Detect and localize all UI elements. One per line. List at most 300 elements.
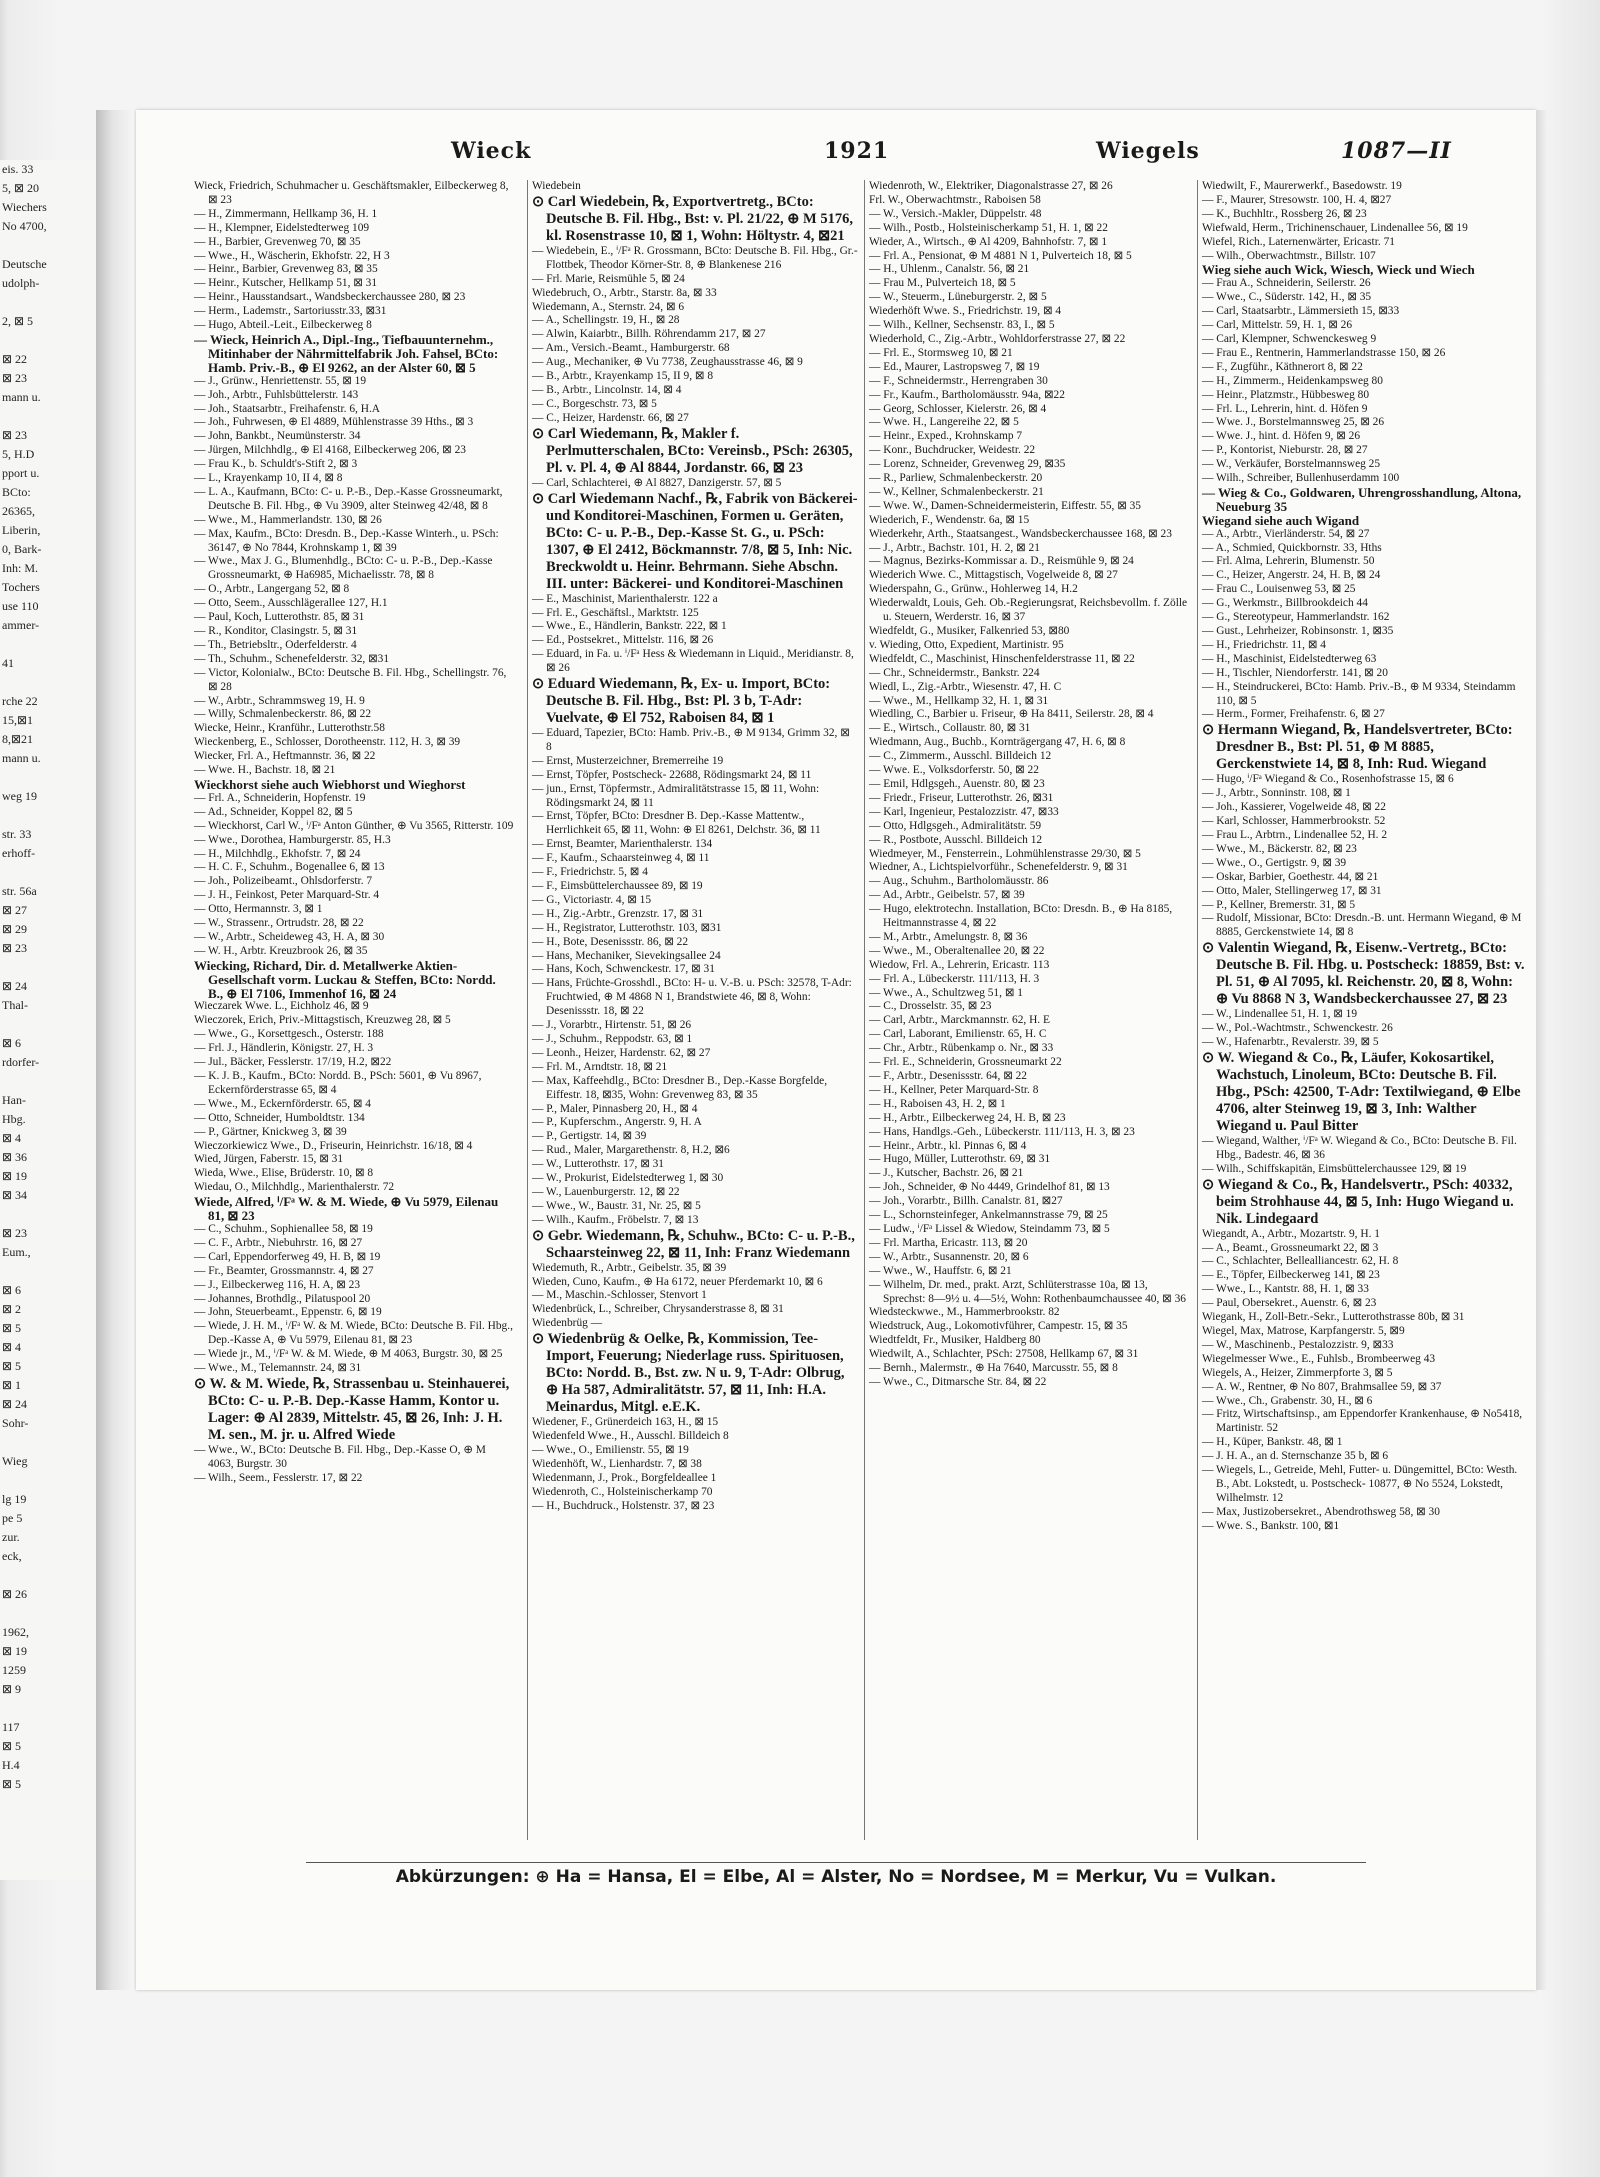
directory-entry: — Wwe., H., Wäscherin, Ekhofstr. 22, H 3 <box>194 249 390 262</box>
directory-entry: — Carl, Laborant, Emilienstr. 65, H. C <box>869 1028 1047 1041</box>
directory-entry: — Eduard, Tapezier, BCto: Hamb. Priv.-B., ⊕ M 9134, Grimm 32, ⊠ 8 <box>532 727 850 753</box>
previous-page-line: Wiechers <box>2 200 47 214</box>
directory-entry: — C., Heizer, Hardenstr. 66, ⊠ 27 <box>532 411 689 424</box>
previous-page-line: ⊠ 6 <box>2 1036 22 1050</box>
directory-entry: — Willy, Schmalenbeckerstr. 86, ⊠ 22 <box>194 708 372 721</box>
previous-page-line: Sohr- <box>2 1416 29 1430</box>
page-number: 1087—II <box>1341 138 1452 164</box>
directory-entry: — John, Steuerbeamt., Eppenstr. 6, ⊠ 19 <box>194 1306 382 1319</box>
previous-page-line <box>0 1699 96 1718</box>
directory-entry: — Wwe., M., Bäckerstr. 82, ⊠ 23 <box>1202 842 1357 855</box>
directory-entry: — A., Beamt., Grossneumarkt 22, ⊠ 3 <box>1202 1241 1379 1254</box>
directory-entry: — W., Verkäufer, Borstelmannsweg 25 <box>1202 458 1381 471</box>
directory-entry: Wiedmeyer, M., Fensterrein., Lohmühlenstrasse 29/30, ⊠ 5 <box>869 847 1141 860</box>
directory-entry: Wiedau, O., Milchhdlg., Marienthalerstr. 72 <box>194 1181 395 1194</box>
previous-page-line <box>0 768 96 787</box>
previous-page-line: ⊠ 24 <box>2 979 28 993</box>
previous-page-line: 5, H.D <box>2 447 35 461</box>
directory-page <box>136 110 1536 1990</box>
previous-page-line: H.4 <box>2 1758 20 1772</box>
directory-entry: — W., Kellner, Schmalenbeckerstr. 21 <box>869 485 1044 498</box>
directory-entry: — M., Arbtr., Amelungstr. 8, ⊠ 36 <box>869 930 1028 943</box>
column-4 <box>1197 180 1527 1840</box>
directory-entry: — A., Schmied, Quickbornstr. 33, Hths <box>1202 541 1382 554</box>
directory-entry: Wieckhorst siehe auch Wiebhorst und Wieghorst <box>194 776 466 792</box>
directory-entry: — Paul, Koch, Lutterothstr. 85, ⊠ 31 <box>194 611 365 624</box>
directory-entry: — H., Milchhdlg., Ekhofstr. 7, ⊠ 24 <box>194 847 361 860</box>
directory-entry: — Bernh., Malermstr., ⊕ Ha 7640, Marcusstr. 55, ⊠ 8 <box>869 1362 1118 1375</box>
directory-entry: — Otto, Hermannstr. 3, ⊠ 1 <box>194 903 323 916</box>
directory-entry: — J., Arbtr., Bachstr. 101, H. 2, ⊠ 21 <box>869 541 1040 554</box>
directory-entry: — H., Tischler, Niendorferstr. 141, ⊠ 20 <box>1202 666 1388 679</box>
directory-entry: — W. H., Arbtr. Kreuzbrook 26, ⊠ 35 <box>194 944 368 957</box>
previous-page-line: 15,⊠1 <box>2 713 34 727</box>
directory-entry: Wiecking, Richard, Dir. d. Metallwerke Aktien-Gesellschaft vorm. Luckau & Steffen, BCto: Nordd. B., ⊕ El 7106, Immenhof 16, ⊠ 24 <box>194 957 496 1001</box>
directory-entry: — Rud., Maler, Margarethenstr. 8, H.2, ⊠6 <box>532 1144 730 1157</box>
directory-entry: — E., Maschinist, Marienthalerstr. 122 a <box>532 592 718 605</box>
directory-entry: — Wwe. S., Bankstr. 100, ⊠1 <box>1202 1519 1340 1532</box>
directory-entry: — F., Kaufm., Schaarsteinweg 4, ⊠ 11 <box>532 852 710 865</box>
directory-entry: — Eduard, in Fa. u. ⁱ/Fᵃ Hess & Wiedemann in Liquid., Meridianstr. 8, ⊠ 26 <box>532 648 854 675</box>
directory-entry: — Wieg & Co., Goldwaren, Uhrengrosshandlung, Altona, Neueburg 35 <box>1202 484 1522 514</box>
directory-entry: — Fr., Kaufm., Bartholomäusstr. 94a, ⊠22 <box>869 388 1065 401</box>
previous-page-line <box>0 673 96 692</box>
directory-entry: — Gust., Lehrheizer, Robinsonstr. 1, ⊠35 <box>1202 625 1394 637</box>
directory-entry: — Th., Schuhm., Schenefelderstr. 32, ⊠31 <box>194 652 390 665</box>
previous-page-line: ⊠ 4 <box>2 1131 22 1145</box>
directory-entry: Wiederspahn, G., Grünw., Hohlerweg 14, H.2 <box>869 583 1078 596</box>
directory-entry: Wied, Jürgen, Faberstr. 15, ⊠ 31 <box>194 1153 344 1166</box>
directory-entry: — L., Schornsteinfeger, Ankelmannstrasse 79, ⊠ 25 <box>869 1209 1108 1222</box>
previous-page-line: ⊠ 34 <box>2 1188 28 1202</box>
directory-entry: — E., Wirtsch., Collaustr. 80, ⊠ 31 <box>869 722 1031 735</box>
previous-page-line: 0, Bark- <box>2 542 42 556</box>
previous-page-line: 2, ⊠ 5 <box>2 314 34 328</box>
directory-entry: — H., Zimmerm., Heidenkampsweg 80 <box>1202 374 1383 387</box>
directory-entry: Wiegand siehe auch Wigand <box>1202 512 1360 528</box>
previous-page-line: mann u. <box>2 390 41 404</box>
directory-entry: — Frau M., Pulverteich 18, ⊠ 5 <box>869 277 1016 290</box>
directory-columns <box>194 180 1524 1840</box>
directory-entry: — P., Gärtner, Knickweg 3, ⊠ 39 <box>194 1125 347 1138</box>
previous-page-line: use 110 <box>2 599 39 613</box>
directory-entry: Wieg siehe auch Wick, Wiesch, Wieck und Wiech <box>1202 262 1475 278</box>
directory-entry: Wieczorkiewicz Wwe., D., Friseurin, Heinrichstr. 16/18, ⊠ 4 <box>194 1139 473 1152</box>
previous-page-line: ⊠ 23 <box>2 428 28 442</box>
directory-entry: — Wwe., L., Kantstr. 88, H. 1, ⊠ 33 <box>1202 1283 1369 1296</box>
directory-entry: — Friedr., Friseur, Lutterothstr. 26, ⊠31 <box>869 791 1054 804</box>
directory-entry: — M., Maschin.-Schlosser, Stenvort 1 <box>532 1289 707 1302</box>
directory-entry: — C., Borgeschstr. 73, ⊠ 5 <box>532 397 657 410</box>
directory-entry: ⊙ Valentin Wiegand, ℞, Eisenw.-Vertretg., BCto: Deutsche B. Fil. Hbg. u. Postscheck: 18859, Bst: v. Pl. 51, ⊕ Al 7095, kl. Reichenstr. 20, ⊠ 8, Wohn: ⊕ Vu 8868 N 3, Wandsbeckerchaussee 27, ⊠ 23 <box>1202 940 1525 1008</box>
directory-entry: — A., Arbtr., Vierländerstr. 54, ⊠ 27 <box>1202 527 1370 540</box>
previous-page-line: Thal- <box>2 998 28 1012</box>
directory-entry: — Georg, Schlosser, Kielerstr. 26, ⊠ 4 <box>869 402 1047 415</box>
directory-entry: — Joh., Schneider, ⊕ No 4449, Grindelhof 81, ⊠ 13 <box>869 1181 1110 1194</box>
previous-page-line: Hbg. <box>2 1112 26 1126</box>
directory-entry: — Frl. M., Arndtstr. 18, ⊠ 21 <box>532 1060 668 1073</box>
directory-entry: — P., Gertigstr. 14, ⊠ 39 <box>532 1130 647 1143</box>
directory-entry: — F., Maurer, Stresowstr. 100, H. 4, ⊠27 <box>1202 193 1392 206</box>
directory-entry: — Wwe., M., Hellkamp 32, H. 1, ⊠ 31 <box>869 694 1049 707</box>
directory-entry: — Wiedebein, E., ⁱ/Fᵃ R. Grossmann, BCto: Deutsche B. Fil. Hbg., Gr.-Flottbek, Theodor Körner-Str. 8, ⊕ Blankenese 216 <box>532 244 858 271</box>
directory-entry: — R., Konditor, Clasingstr. 5, ⊠ 31 <box>194 625 358 637</box>
directory-entry: — P., Maler, Pinnasberg 20, H., ⊠ 4 <box>532 1102 698 1115</box>
previous-page-line: ⊠ 6 <box>2 1283 22 1297</box>
directory-entry: — Herm., Lademstr., Sartoriusstr.33, ⊠31 <box>194 305 387 318</box>
directory-entry: Wiedwilt, F., Maurerwerkf., Basedowstr. 19 <box>1202 180 1402 192</box>
directory-entry: — Wwe., C., Ditmarsche Str. 84, ⊠ 22 <box>869 1375 1047 1388</box>
directory-entry: — Wiegels, L., Getreide, Mehl, Futter- u. Düngemittel, BCto: Westh. B., Abt. Lokstedt, u. Postscheck- 10877, ⊕ No 5524, Lokstedt, Wilhelmstr. 12 <box>1202 1464 1518 1504</box>
directory-entry: — Wwe., M., Eckernförderstr. 65, ⊠ 4 <box>194 1097 371 1110</box>
directory-entry: Wiedow, Frl. A., Lehrerin, Ericastr. 113 <box>869 958 1050 971</box>
directory-entry: — Wwe., G., Korsettgesch., Osterstr. 188 <box>194 1028 384 1041</box>
directory-entry: — P., Kontorist, Nieburstr. 28, ⊠ 27 <box>1202 444 1368 457</box>
directory-entry: Wieck, Friedrich, Schuhmacher u. Geschäftsmakler, Eilbeckerweg 8, ⊠ 23 <box>194 180 509 206</box>
directory-entry: — Wilhelm, Dr. med., prakt. Arzt, Schlüterstrasse 10a, ⊠ 13, Sprechst: 8—9½ u. 4—5½, Wohn: Rothenbaumchaussee 40, ⊠ 36 <box>869 1278 1186 1305</box>
directory-entry: — Victor, Kolonialw., BCto: Deutsche B. Fil. Hbg., Schellingstr. 76, ⊠ 28 <box>194 666 507 693</box>
directory-entry: — Carl, Schlachterei, ⊕ Al 8827, Danzigerstr. 57, ⊠ 5 <box>532 476 782 489</box>
previous-page-line: pe 5 <box>2 1511 23 1525</box>
directory-entry: — W., Versich.-Makler, Düppelstr. 48 <box>869 207 1042 220</box>
previous-page-line: ⊠ 36 <box>2 1150 28 1164</box>
previous-page-line: 1259 <box>2 1663 26 1677</box>
directory-entry: ⊙ Wiedenbrüg & Oelke, ℞, Kommission, Tee-Import, Feuerung; Niederlage russ. Spirituosen, BCto: Nordd. B., Bst. zw. N u. 9, T-Adr: Olbrug, ⊕ Ha 587, Admiralitätstr. 57, ⊠ 11, Inh: H.A. Meinardus, Mitgl. e.E.K. <box>532 1331 845 1416</box>
previous-page-line: ⊠ 19 <box>2 1169 28 1183</box>
directory-entry: — Otto, Maler, Stellingerweg 17, ⊠ 31 <box>1202 884 1382 897</box>
directory-entry: — Wilh., Kellner, Sechsenstr. 83, I., ⊠ 5 <box>869 319 1055 332</box>
directory-entry: — Hugo, ⁱ/Fᵃ Wiegand & Co., Rosenhofstrasse 15, ⊠ 6 <box>1202 773 1454 786</box>
directory-entry: — J., Vorarbtr., Hirtenstr. 51, ⊠ 26 <box>532 1019 692 1032</box>
directory-entry: — Wwe., E., Händlerin, Bankstr. 222, ⊠ 1 <box>532 620 727 633</box>
directory-entry: — K. J. B., Kaufm., BCto: Nordd. B., PSch: 5601, ⊕ Vu 8967, Eckernförderstrasse 65, ⊠ 4 <box>194 1070 482 1096</box>
directory-entry: ⊙ Eduard Wiedemann, ℞, Ex- u. Import, BCto: Deutsche B. Fil. Hbg., Bst: Pl. 3 b, T-Adr: Vuelvate, ⊕ El 752, Raboisen 84, ⊠ 1 <box>532 676 831 727</box>
previous-page-line: ammer- <box>2 618 40 632</box>
directory-entry: — Fritz, Wirtschaftsinsp., am Eppendorfer Krankenhause, ⊕ No5418, Martinistr. 52 <box>1202 1408 1523 1435</box>
directory-entry: Wiederhold, C., Zig.-Arbtr., Wohldorferstrasse 27, ⊠ 22 <box>869 332 1126 345</box>
directory-entry: — Wwe. J., hint. d. Höfen 9, ⊠ 26 <box>1202 430 1361 443</box>
directory-entry: ⊙ W. Wiegand & Co., ℞, Läufer, Kokosartikel, Wachstuch, Linoleum, BCto: Deutsche B. Fil. Hbg., PSch: 42500, T-Adr: Textilwiegand, ⊕ Elbe 4706, alter Steinweg 19, ⊠ 3, Inh: Walther Wiegand u. Paul Bitter <box>1202 1049 1521 1134</box>
directory-entry: — Carl, Arbtr., Marckmannstr. 62, H. E <box>869 1014 1050 1027</box>
directory-entry: — Frau C., Louisenweg 53, ⊠ 25 <box>1202 583 1356 596</box>
previous-page-line <box>0 236 96 255</box>
directory-entry: — Wwe., A., Schultzweg 51, ⊠ 1 <box>869 986 1023 999</box>
directory-entry: — Ad., Schneider, Koppel 82, ⊠ 5 <box>194 805 353 818</box>
directory-entry: — Ernst, Töpfer, Postscheck- 22688, Rödingsmarkt 24, ⊠ 11 <box>532 768 812 781</box>
directory-entry: — L., Krayenkamp 10, II 4, ⊠ 8 <box>194 472 343 485</box>
directory-entry: — W., Prokurist, Eidelstedterweg 1, ⊠ 30 <box>532 1172 724 1185</box>
directory-entry: — Wwe., M., Oberaltenallee 20, ⊠ 22 <box>869 944 1045 957</box>
directory-entry: — Joh., Polizeibeamt., Ohlsdorferstr. 7 <box>194 875 373 888</box>
directory-entry: — Ludw., ⁱ/Fᵃ Lissel & Wiedow, Steindamm 73, ⊠ 5 <box>869 1222 1110 1235</box>
directory-entry: ⊙ Hermann Wiegand, ℞, Handelsvertreter, BCto: Dresdner B., Bst: Pl. 51, ⊕ M 8885, Gerckenstwiete 14, ⊠ 8, Inh: Rud. Wiegand <box>1202 722 1513 773</box>
directory-entry: v. Wieding, Otto, Expedient, Martinistr. 95 <box>869 638 1064 651</box>
directory-entry: — Wieckhorst, Carl W., ⁱ/Fᵃ Anton Günther, ⊕ Vu 3565, Ritterstr. 109 <box>194 819 514 832</box>
directory-entry: — Heinr., Exped., Krohnskamp 7 <box>869 430 1023 443</box>
directory-entry: — Frl. A., Schneiderin, Hopfenstr. 19 <box>194 791 366 804</box>
directory-entry: — Frl. J., Händlerin, Königstr. 27, H. 3 <box>194 1042 374 1055</box>
previous-page-line: Han- <box>2 1093 26 1107</box>
previous-page-line: ⊠ 27 <box>2 903 28 917</box>
directory-entry: — Ernst, Beamter, Marienthalerstr. 134 <box>532 838 713 851</box>
directory-entry: — Wwe. H., Bachstr. 18, ⊠ 21 <box>194 764 336 777</box>
directory-entry: Wiefel, Rich., Laternenwärter, Ericastr. 71 <box>1202 235 1395 248</box>
previous-page-line: udolph- <box>2 276 40 290</box>
directory-entry: — H., Bote, Desenissstr. 86, ⊠ 22 <box>532 935 689 948</box>
directory-entry: — Rudolf, Missionar, BCto: Dresdn.-B. unt. Hermann Wiegand, ⊕ M 8885, Gerckenstwiete 14, ⊠ 8 <box>1202 912 1522 939</box>
previous-page-line: ⊠ 9 <box>2 1682 22 1696</box>
directory-entry: Wiedfeldt, G., Musiker, Falkenried 53, ⊠80 <box>869 625 1070 637</box>
directory-entry: — H., Zig.-Arbtr., Grenzstr. 17, ⊠ 31 <box>532 907 704 920</box>
directory-entry: — H., Kellner, Peter Marquard-Str. 8 <box>869 1083 1039 1096</box>
directory-entry: — W., Lindenallee 51, H. 1, ⊠ 19 <box>1202 1008 1358 1021</box>
directory-entry: — Jul., Bäcker, Fesslerstr. 17/19, H.2, ⊠22 <box>194 1056 392 1069</box>
directory-entry: — J., Arbtr., Sonninstr. 108, ⊠ 1 <box>1202 787 1351 800</box>
abbreviations-footer: Abkürzungen: ⊕ Ha = Hansa, El = Elbe, Al = Alster, No = Nordsee, M = Merkur, Vu = Vulkan. <box>306 1862 1366 1891</box>
previous-page-line <box>0 1471 96 1490</box>
directory-entry: — Wiegand, Walther, ⁱ/Fᵃ W. Wiegand & Co., BCto: Deutsche B. Fil. Hbg., Badestr. 46, ⊠ 36 <box>1202 1134 1517 1161</box>
previous-page-line: ⊠ 26 <box>2 1587 28 1601</box>
directory-entry: — Frau L., Arbtrn., Lindenallee 52, H. 2 <box>1202 828 1388 841</box>
directory-entry: — J. H., Feinkost, Peter Marquard-Str. 4 <box>194 889 380 902</box>
directory-entry: — Wwe., M., Telemannstr. 24, ⊠ 31 <box>194 1362 362 1375</box>
directory-entry: — Wwe., Ch., Grabenstr. 30, H., ⊠ 6 <box>1202 1394 1373 1407</box>
previous-page-line: ⊠ 2 <box>2 1302 22 1316</box>
previous-page-line <box>0 1072 96 1091</box>
directory-entry: — Ad., Arbtr., Geibelstr. 57, ⊠ 39 <box>869 889 1025 902</box>
directory-entry: — Carl, Eppendorferweg 49, H. B, ⊠ 19 <box>194 1250 381 1263</box>
previous-page-line: ⊠ 23 <box>2 941 28 955</box>
directory-entry: — Heinr., Platzmstr., Hübbesweg 80 <box>1202 388 1370 401</box>
directory-entry: — C., Schlachter, Bellealliancestr. 62, H. 8 <box>1202 1255 1399 1268</box>
directory-entry: — O., Arbtr., Langergang 52, ⊠ 8 <box>194 583 350 596</box>
directory-entry: — A. W., Rentner, ⊕ No 807, Brahmsallee 59, ⊠ 37 <box>1202 1380 1442 1393</box>
directory-entry: Wiegank, H., Zoll-Betr.-Sekr., Lutterothstrasse 80b, ⊠ 31 <box>1202 1311 1465 1324</box>
directory-entry: Wiedenfeld Wwe., H., Ausschl. Billdeich 8 <box>532 1430 729 1443</box>
directory-entry: Wiedenhöft, W., Lienhardstr. 7, ⊠ 38 <box>532 1457 702 1470</box>
directory-entry: Wiegels, A., Heizer, Zimmerpforte 3, ⊠ 5 <box>1202 1366 1393 1379</box>
directory-entry: — Hans, Früchte-Grosshdl., BCto: H- u. V.-B. u. PSch: 32578, T-Adr: Fruchtwied, ⊕ M 4868 N 1, Brandstwiete 46, ⊠ 8, Wohn: Desenissstr. 18, ⊠ 22 <box>532 977 852 1018</box>
directory-entry: Wieden, Cuno, Kaufm., ⊕ Ha 6172, neuer Pferdemarkt 10, ⊠ 6 <box>532 1275 823 1288</box>
directory-entry: — H., Friedrichstr. 11, ⊠ 4 <box>1202 638 1326 651</box>
directory-entry: Wiefwald, Herm., Trichinenschauer, Lindenallee 56, ⊠ 19 <box>1202 221 1468 234</box>
directory-entry: — Wilh., Seem., Fesslerstr. 17, ⊠ 22 <box>194 1471 363 1484</box>
directory-entry: — H., Klempner, Eidelstedterweg 109 <box>194 221 370 234</box>
directory-entry: Wiegel, Max, Matrose, Karpfangerstr. 5, ⊠9 <box>1202 1325 1405 1337</box>
directory-entry: Wiedenmann, J., Prok., Borgfeldeallee 1 <box>532 1471 717 1484</box>
previous-page-line: erhoff- <box>2 846 36 860</box>
directory-entry: — H. C. F., Schuhm., Bogenallee 6, ⊠ 13 <box>194 861 385 874</box>
previous-page-line <box>0 1433 96 1452</box>
column-3 <box>864 180 1191 1840</box>
directory-entry: — Th., Betriebsltr., Oderfelderstr. 4 <box>194 638 357 651</box>
directory-entry: — Ed., Postsekret., Mittelstr. 116, ⊠ 26 <box>532 634 714 647</box>
previous-page-line: Liberin, <box>2 523 41 537</box>
directory-entry: ⊙ Carl Wiedebein, ℞, Exportvertretg., BCto: Deutsche B. Fil. Hbg., Bst: v. Pl. 21/22, ⊕ M 5176, kl. Rosenstrasse 10, ⊠ 1, Wohn: Höltystr. 4, ⊠21 <box>532 193 853 244</box>
directory-entry: — Carl, Klempner, Schwenckesweg 9 <box>1202 332 1377 345</box>
directory-entry: Wiedsteckwwe., M., Hammerbrookstr. 82 <box>869 1306 1060 1319</box>
directory-entry: — F., Zugführ., Käthnerort 8, ⊠ 22 <box>1202 360 1363 373</box>
previous-page-line <box>0 863 96 882</box>
directory-entry: — C., Zimmerm., Ausschl. Billdeich 12 <box>869 750 1052 763</box>
previous-page-line <box>0 1262 96 1281</box>
directory-entry: Wiedstruck, Aug., Lokomotivführer, Campestr. 15, ⊠ 35 <box>869 1320 1128 1333</box>
directory-entry: — Herm., Former, Freihafenstr. 6, ⊠ 27 <box>1202 708 1385 721</box>
directory-entry: — Wilh., Schreiber, Bullenhuserdamm 100 <box>1202 472 1400 485</box>
directory-entry: — Max, Kaufm., BCto: Dresdn. B., Dep.-Kasse Winterh., u. PSch: 36147, ⊕ No 7844, Krohnskamp 1, ⊠ 39 <box>194 527 499 554</box>
directory-entry: Wiegelmesser Wwe., E., Fuhlsb., Brombeerweg 43 <box>1202 1352 1436 1365</box>
running-head <box>196 138 1516 178</box>
directory-entry: ⊙ Carl Wiedemann Nachf., ℞, Fabrik von Bäckerei- und Konditorei-Maschinen, Formen u. Geräten, BCto: C- u. P.-B., Dep.-Kasse St. G., u. PSch: 1307, ⊕ El 2412, Böckmannstr. 7/8, ⊠ 5, Inh: Nic. Breckwoldt u. Heinr. Behrmann. Siehe Abschn. III. unter: Bäckerei- und Konditorei-Maschinen <box>532 490 858 592</box>
directory-entry: — H., Arbtr., Eilbeckerweg 24, H. B, ⊠ 23 <box>869 1111 1066 1124</box>
directory-entry: — C., Heizer, Angerstr. 24, H. B, ⊠ 24 <box>1202 569 1381 582</box>
previous-page-line: rche 22 <box>2 694 38 708</box>
directory-entry: Wiederich Wwe. C., Mittagstisch, Vogelweide 8, ⊠ 27 <box>869 569 1118 582</box>
directory-entry: — Wwe., Dorothea, Hamburgerstr. 85, H.3 <box>194 833 391 846</box>
directory-entry: ⊙ W. & M. Wiede, ℞, Strassenbau u. Steinhauerei, BCto: C- u. P.-B. Dep.-Kasse Hamm, Kontor u. Lager: ⊕ Al 2839, Mittelstr. 45, ⊠ 26, Inh: J. H. M. sen., M. jr. u. Alfred Wiede <box>194 1375 510 1443</box>
directory-entry: — Alwin, Kaiarbtr., Billh. Röhrendamm 217, ⊠ 27 <box>532 328 766 341</box>
directory-entry: — Wilh., Schiffskapitän, Eimsbüttelerchaussee 129, ⊠ 19 <box>1202 1162 1467 1175</box>
directory-entry: — W., Arbtr., Scheideweg 43, H. A, ⊠ 30 <box>194 930 385 943</box>
directory-entry: — E., Töpfer, Eilbeckerweg 141, ⊠ 23 <box>1202 1269 1380 1282</box>
previous-page-line: ⊠ 19 <box>2 1644 28 1658</box>
directory-entry: — Wiede, J. H. M., ⁱ/Fᵃ W. & M. Wiede, BCto: Deutsche B. Fil. Hbg., Dep.-Kasse A, ⊕ Vu 5979, Eilenau 81, ⊠ 23 <box>194 1320 513 1347</box>
directory-entry: — Wilh., Postb., Holsteinischerkamp 51, H. 1, ⊠ 22 <box>869 221 1108 234</box>
directory-entry: — G., Werkmstr., Billbrookdeich 44 <box>1202 597 1368 610</box>
previous-page-line: pport u. <box>2 466 40 480</box>
directory-entry: — K., Buchhltr., Rossberg 26, ⊠ 23 <box>1202 207 1367 220</box>
directory-entry: — Wwe. H., Langereihe 22, ⊠ 5 <box>869 416 1019 429</box>
directory-entry: Wiecke, Heinr., Kranführ., Lutterothstr.58 <box>194 722 385 735</box>
directory-entry: — Frl. L., Lehrerin, hint. d. Höfen 9 <box>1202 402 1368 415</box>
directory-entry: — Wilh., Oberwachtmstr., Billstr. 107 <box>1202 249 1376 262</box>
directory-entry: — Chr., Schneidermstr., Bankstr. 224 <box>869 666 1040 679</box>
directory-entry: — Otto, Hdlgsgeh., Admiralitätstr. 59 <box>869 819 1042 832</box>
directory-entry: — G., Victoriastr. 4, ⊠ 15 <box>532 893 652 906</box>
directory-entry: — Leonh., Heizer, Hardenstr. 62, ⊠ 27 <box>532 1046 711 1059</box>
directory-entry: — Frau E., Rentnerin, Hammerlandstrasse 150, ⊠ 26 <box>1202 346 1446 359</box>
previous-page-line: Inh: M. <box>2 561 38 575</box>
running-head-year: 1921 <box>824 138 890 164</box>
directory-entry: Wiedtfeldt, Fr., Musiker, Haldberg 80 <box>869 1334 1041 1347</box>
directory-entry: ⊙ Wiegand & Co., ℞, Handelsvertr., PSch: 40332, beim Strohhause 44, ⊠ 5, Inh: Hugo Wiegand u. Nik. Lindegaard <box>1202 1176 1514 1227</box>
previous-page-line <box>0 1015 96 1034</box>
previous-page-line: ⊠ 5 <box>2 1359 22 1373</box>
directory-entry: — Joh., Staatsarbtr., Freihafenstr. 6, H.A <box>194 402 381 415</box>
previous-page-line <box>0 806 96 825</box>
previous-page-line <box>0 293 96 312</box>
directory-entry: — J., Grünw., Henriettenstr. 55, ⊠ 19 <box>194 374 367 387</box>
previous-page-line: ⊠ 23 <box>2 1226 28 1240</box>
directory-entry: — Karl, Ingenieur, Pestalozzistr. 47, ⊠33 <box>869 805 1059 818</box>
directory-entry: — H., Maschinist, Eidelstedterweg 63 <box>1202 652 1377 665</box>
directory-entry: — Aug., Schuhm., Bartholomäusstr. 86 <box>869 875 1049 888</box>
directory-entry: — J., Schuhm., Reppodstr. 63, ⊠ 1 <box>532 1032 693 1045</box>
directory-entry: — H., Küper, Bankstr. 48, ⊠ 1 <box>1202 1436 1343 1449</box>
directory-entry: — Max, Kaffeehdlg., BCto: Dresdner B., Dep.-Kasse Borgfelde, Eiffestr. 18, ⊠35, Wohn: Grevenweg 83, ⊠ 35 <box>532 1074 828 1101</box>
previous-page-line: str. 56a <box>2 884 37 898</box>
previous-page-line: 26365, <box>2 504 35 518</box>
previous-page-line: Eum., <box>2 1245 31 1259</box>
previous-page-line: str. 33 <box>2 827 32 841</box>
directory-entry: Wiegandt, A., Arbtr., Mozartstr. 9, H. 1 <box>1202 1227 1380 1240</box>
directory-entry: — Wwe. J., Borstelmannsweg 25, ⊠ 26 <box>1202 416 1385 429</box>
directory-entry: — J., Eilbeckerweg 116, H. A, ⊠ 23 <box>194 1278 361 1291</box>
directory-entry: — Oskar, Barbier, Goethestr. 44, ⊠ 21 <box>1202 870 1379 883</box>
directory-entry: — Chr., Arbtr., Rübenkamp o. Nr., ⊠ 33 <box>869 1042 1054 1055</box>
page-edge <box>1536 110 1546 1990</box>
directory-entry: Wiede, Alfred, ⁱ/Fᵃ W. & M. Wiede, ⊕ Vu 5979, Eilenau 81, ⊠ 23 <box>194 1194 499 1224</box>
directory-entry: Wiederhöft Wwe. S., Friedrichstr. 19, ⊠ 4 <box>869 305 1062 318</box>
previous-page-line: mann u. <box>2 751 41 765</box>
column-1 <box>194 180 514 1840</box>
directory-entry: Wieckenberg, E., Schlosser, Dorotheenstr. 112, H. 3, ⊠ 39 <box>194 736 461 749</box>
directory-entry: — W., Steuerm., Lüneburgerstr. 2, ⊠ 5 <box>869 291 1047 304</box>
directory-entry: — W., Lutterothstr. 17, ⊠ 31 <box>532 1158 664 1171</box>
directory-entry: Wiedebein <box>532 180 581 192</box>
directory-entry: — Joh., Arbtr., Fuhlsbüttelerstr. 143 <box>194 388 359 401</box>
directory-entry: Wiedenbrüg — <box>532 1317 603 1330</box>
directory-entry: — B., Arbtr., Lincolnstr. 14, ⊠ 4 <box>532 383 682 396</box>
previous-page-line: Deutsche <box>2 257 47 271</box>
column-2 <box>527 180 858 1840</box>
previous-page-line: ⊠ 4 <box>2 1340 22 1354</box>
directory-entry: — H., Buchdruck., Holstenstr. 37, ⊠ 23 <box>532 1499 715 1512</box>
previous-page-line: eis. 33 <box>2 162 34 176</box>
previous-page-line: Wieg <box>2 1454 28 1468</box>
directory-entry: — A., Schellingstr. 19, H., ⊠ 28 <box>532 314 680 327</box>
directory-entry: Wiedl, L., Zig.-Arbtr., Wiesenstr. 47, H. C <box>869 680 1062 693</box>
directory-entry: — Hugo, Müller, Lutterothstr. 69, ⊠ 31 <box>869 1153 1051 1166</box>
directory-entry: — R., Parliew, Schmalenbeckerstr. 20 <box>869 472 1043 485</box>
previous-page-line: 5, ⊠ 20 <box>2 181 40 195</box>
previous-page-line: 8,⊠21 <box>2 732 34 746</box>
directory-entry: Wiedenroth, W., Elektriker, Diagonalstrasse 27, ⊠ 26 <box>869 180 1113 192</box>
directory-entry: ⊙ Carl Wiedemann, ℞, Makler f. Perlmutterschalen, BCto: Vereinsb., PSch: 26305, Pl. v. Pl. 4, ⊕ Al 8844, Jordanstr. 66, ⊠ 23 <box>532 425 853 476</box>
directory-entry: — P., Kupferschm., Angerstr. 9, H. A <box>532 1116 702 1129</box>
directory-entry: — Emil, Hdlgsgeh., Auenstr. 80, ⊠ 23 <box>869 777 1045 790</box>
directory-entry: — H., Raboisen 43, H. 2, ⊠ 1 <box>869 1097 1006 1110</box>
previous-page-line: ⊠ 5 <box>2 1777 22 1791</box>
directory-entry: — Paul, Obersekret., Auenstr. 6, ⊠ 23 <box>1202 1297 1377 1310</box>
directory-entry: ⊙ Gebr. Wiedemann, ℞, Schuhw., BCto: C- u. P.-B., Schaarsteinweg 22, ⊠ 11, Inh: Franz Wiedemann <box>532 1227 855 1261</box>
directory-entry: — Am., Versich.-Beamt., Hamburgerstr. 68 <box>532 342 730 355</box>
directory-entry: — Aug., Mechaniker, ⊕ Vu 7738, Zeughausstrasse 46, ⊠ 9 <box>532 356 803 369</box>
directory-entry: — Magnus, Bezirks-Kommissar a. D., Reismühle 9, ⊠ 24 <box>869 555 1134 568</box>
directory-entry: — Frl. Alma, Lehrerin, Blumenstr. 50 <box>1202 555 1375 568</box>
directory-entry: — Lorenz, Schneider, Grevenweg 29, ⊠35 <box>869 458 1066 471</box>
directory-entry: — Jürgen, Milchhdlg., ⊕ El 4168, Eilbeckerweg 206, ⊠ 23 <box>194 444 466 457</box>
previous-page-fragment <box>0 160 102 1880</box>
directory-entry: — Carl, Mittelstr. 59, H. 1, ⊠ 26 <box>1202 319 1353 332</box>
directory-entry: — Frl. E., Schneiderin, Grossneumarkt 22 <box>869 1056 1062 1069</box>
directory-entry: — Wwe., C., Süderstr. 142, H., ⊠ 35 <box>1202 291 1372 304</box>
previous-page-line: 1962, <box>2 1625 29 1639</box>
previous-page-line: zur. <box>2 1530 20 1544</box>
previous-page-line: Tochers <box>2 580 40 594</box>
previous-page-line: ⊠ 1 <box>2 1378 22 1392</box>
previous-page-line: ⊠ 24 <box>2 1397 28 1411</box>
directory-entry: — Frl. A., Lübeckerstr. 111/113, H. 3 <box>869 972 1040 985</box>
directory-entry: — Ed., Maurer, Lastropsweg 7, ⊠ 19 <box>869 360 1040 373</box>
directory-entry: Wiedemann, A., Sternstr. 24, ⊠ 6 <box>532 300 685 313</box>
directory-entry: — C., Drosselstr. 35, ⊠ 23 <box>869 1000 992 1013</box>
previous-page-line: lg 19 <box>2 1492 27 1506</box>
directory-entry: — Otto, Seem., Ausschlägerallee 127, H.1 <box>194 597 388 610</box>
directory-entry: — W., Maschinenb., Pestalozzistr. 9, ⊠33 <box>1202 1338 1394 1351</box>
previous-page-line: ⊠ 23 <box>2 371 28 385</box>
directory-entry: — Frl. E., Geschäftsl., Marktstr. 125 <box>532 606 699 619</box>
